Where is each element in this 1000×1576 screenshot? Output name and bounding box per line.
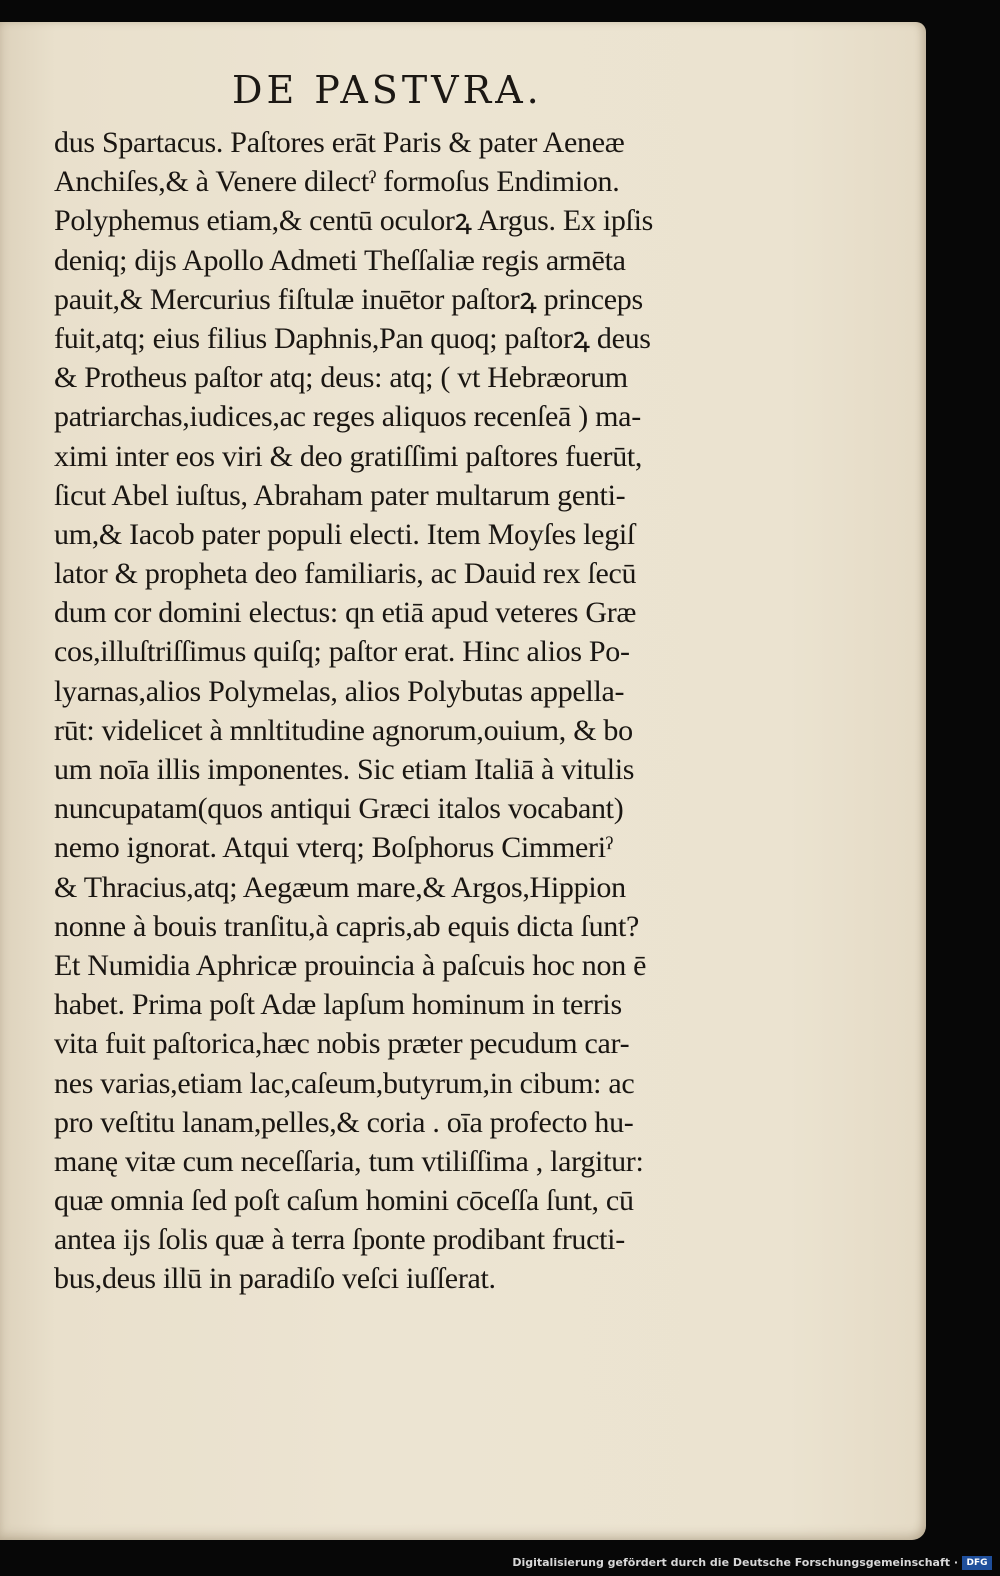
text-line: ximi inter eos viri & deo gratiſſimi paſtores fuerūt,	[54, 439, 643, 473]
text-line: um noīa illis imponentes. Sic etiam Italiā à vitulis	[54, 753, 635, 786]
text-line: cos,illuſtriſſimus quiſq; paſtor erat. Hinc alios Po-	[54, 635, 630, 669]
text-line: nonne à bouis tranſitu,à capris,ab equis dicta ſunt?	[54, 909, 640, 943]
text-line: nuncupatam(quos antiqui Græci italos vocabant)	[54, 792, 624, 826]
text-line: & Thracius,atq; Aegæum mare,& Argos,Hippion	[54, 870, 626, 904]
text-line: antea ijs ſolis quæ à terra ſponte prodibant fructi-	[54, 1223, 625, 1257]
text-line: Et Numidia Aphricæ prouincia à paſcuis hoc non ē	[54, 948, 647, 982]
text-line: pro veſtitu lanam,pelles,& coria . oīa profecto hu-	[54, 1105, 634, 1139]
text-line: pauit,& Mercurius fiſtulæ inuētor paſtorꝝ princeps	[54, 282, 643, 316]
text-line: quæ omnia ſed poſt caſum homini cōceſſa ſunt, cū	[54, 1184, 634, 1218]
text-line: rūt: videlicet à mnltitudine agnorum,ouium, & bo	[54, 713, 633, 747]
text-line: Polyphemus etiam,& centū oculorꝝ Argus. Ex ipſis	[54, 204, 654, 238]
text-line: um,& Iacob pater populi electi. Item Moyſes legiſ	[54, 517, 635, 551]
text-line: nemo ignorat. Atqui vterq; Boſphorus Cimmeriˀ	[54, 831, 613, 865]
text-line: deniq; dijs Apollo Admeti Theſſaliæ regis armēta	[54, 243, 626, 277]
dfg-logo: DFG	[962, 1556, 992, 1570]
text-line: vita fuit paſtorica,hæc nobis præter pecudum car-	[54, 1027, 630, 1061]
text-line: manę vitæ cum neceſſaria, tum vtiliſſima , largitur:	[54, 1144, 644, 1178]
book-page	[0, 22, 926, 1540]
text-line: lyarnas,alios Polymelas, alios Polybutas appella-	[54, 674, 625, 708]
text-line: habet. Prima poſt Adæ lapſum hominum in terris	[54, 988, 622, 1022]
text-line: Anchiſes,& à Venere dilectˀ formoſus Endimion.	[54, 165, 620, 199]
text-line: bus,deus illū in paradiſo veſci iuſſerat.	[54, 1262, 496, 1296]
text-line: fuit,atq; eius filius Daphnis,Pan quoq; paſtorꝝ deus	[54, 321, 651, 355]
text-line: ſicut Abel iuſtus, Abraham pater multarum genti-	[54, 478, 626, 512]
running-head: DE PASTVRA.	[232, 68, 543, 112]
text-line: dum cor domini electus: qn etiā apud veteres Græ	[54, 596, 637, 630]
body-text	[54, 123, 790, 1299]
digitization-footer	[0, 1546, 1000, 1576]
text-line: patriarchas,iudices,ac reges aliquos recenſeā ) ma-	[54, 400, 641, 434]
funding-credit: Digitalisierung gefördert durch die Deutsche Forschungsgemeinschaft ·	[512, 1556, 958, 1569]
text-line: dus Spartacus. Paſtores erāt Paris & pater Aeneæ	[54, 126, 625, 159]
text-line: & Protheus paſtor atq; deus: atq; ( vt Hebræorum	[54, 361, 628, 395]
text-line: lator & propheta deo familiaris, ac Dauid rex ſecū	[54, 557, 637, 591]
text-line: nes varias,etiam lac,caſeum,butyrum,in cibum: ac	[54, 1066, 635, 1100]
